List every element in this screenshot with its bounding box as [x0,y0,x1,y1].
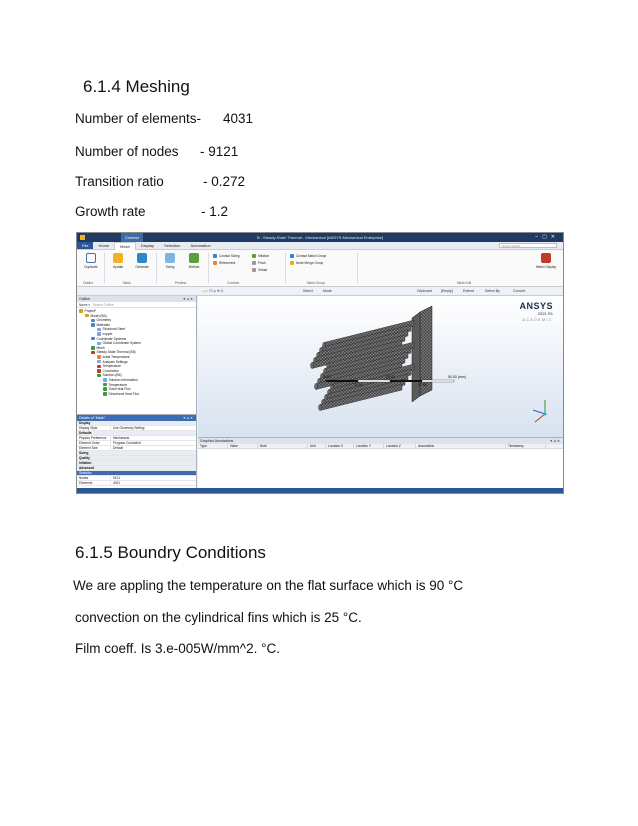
growth-line [75,204,229,219]
generate-icon [137,253,147,263]
tab-automation[interactable]: Automation [190,243,211,248]
axis-triad-icon [533,400,547,422]
tab-home[interactable]: Home [98,243,110,248]
tree-node-label: Initial Temperature [102,354,130,359]
duplicate-icon [86,253,96,263]
boundary-line-1: We are appling the temperature on the flat surface which is 90 °C [73,578,464,593]
tree-node-label: Solution (B6) [102,373,122,378]
refinement-item[interactable]: Refinement [213,261,235,265]
tree-node-icon [97,355,101,359]
group-outline: Outline [83,281,94,285]
ribbon-separator [156,253,157,283]
annotations-columns [198,444,563,449]
nodes-label: Number of nodes [75,144,179,159]
tree-node-icon [103,383,107,387]
tree-node-icon [97,365,101,369]
sizing-button[interactable]: Sizing [159,253,181,269]
outline-filter[interactable]: Name ▾ Search Outline [77,302,196,308]
clipboard-button[interactable]: Clipboard [417,289,432,293]
update-button[interactable]: Update [107,253,129,269]
node-merge-group-item[interactable]: Node Merge Group [290,261,323,265]
annotation-column-header[interactable]: Timestamp [506,444,546,448]
tree-node-icon [91,351,95,355]
tree-node-label: Total Heat Flux [108,387,131,392]
growth-label: Growth rate [75,204,146,219]
meshing-heading: 6.1.4 Meshing [83,77,190,96]
annotation-column-header[interactable]: Location Z [384,444,416,448]
details-value [92,471,94,475]
tree-node-label: Coordinate Systems [96,336,127,341]
tab-selection[interactable]: Selection [164,243,181,248]
ansys-screenshot [76,232,564,494]
details-value: 9121 [113,476,121,480]
ansys-version: 2021 R1 [537,311,553,316]
details-value [94,466,96,470]
details-value: Program Controlled [113,441,141,445]
graphics-viewport[interactable] [198,296,563,437]
scale-label-37: 37.50 [418,383,427,387]
annotation-column-header[interactable]: Value [228,444,258,448]
details-key: Defaults [79,431,92,435]
contact-match-group-item[interactable]: Contact Match Group [290,254,326,258]
ribbon [77,250,563,287]
nodes-line [75,144,239,159]
clipboard-empty: [Empty] [441,289,453,293]
tree-node-label: Mesh [96,345,105,350]
scale-bar-white-2 [422,380,454,382]
window-controls[interactable]: –▢✕ [535,234,559,240]
tree-node-icon [91,337,95,341]
tree-node-label: Geometry [96,318,111,323]
tree-node-icon [85,314,89,318]
details-key: Advanced [79,466,95,470]
tab-mesh[interactable]: Mesh [114,242,136,250]
view-tools[interactable]: ⌕ ⌕ ⟲ ⊕ ✥ ◎ [203,289,224,293]
details-panel [77,414,197,494]
details-key: Element Order [77,441,111,445]
tree-node-label: Global Coordinate System [102,341,141,346]
app-logo-icon [80,235,85,240]
graphics-toolbar [77,287,563,296]
group-controls: Controls [227,281,239,285]
group-preview: Preview [175,281,187,285]
annotation-column-header[interactable]: Unit [308,444,326,448]
scale-bar-black-1 [326,380,358,382]
tree-node-label: Materials [96,322,110,327]
details-key: Display Style [77,426,111,430]
quick-launch-search[interactable]: Quick Launch [499,243,557,248]
tree-node-icon [91,346,95,350]
contact-sizing-item[interactable]: Contact Sizing [213,254,240,258]
fin-tip [311,363,314,369]
tree-node-icon [97,360,101,364]
details-key: Sizing [79,451,89,455]
tab-file[interactable]: File [77,242,93,249]
tree-node-icon [103,387,107,391]
annotation-column-header[interactable]: Association [416,444,506,448]
convert-button[interactable]: Convert [513,289,526,293]
details-value [92,431,94,435]
graphics-annotations-panel [198,437,563,494]
elements-line [75,111,254,126]
method-button[interactable]: Method [183,253,205,269]
ribbon-tabs [77,242,563,250]
select-button[interactable]: Select [303,289,313,293]
duplicate-button[interactable]: Duplicate [80,253,102,269]
tree-node-label: copper [102,331,113,336]
details-value [88,451,90,455]
scale-bar-black-2 [390,380,422,382]
details-header: Details of "Mesh" ▾ ⊿ ✕ [77,415,196,421]
scale-label-50: 50.00 (mm) [448,375,466,379]
details-row[interactable] [77,481,196,486]
tree-node[interactable] [79,392,194,397]
details-value: Default [113,446,124,450]
annotation-column-header[interactable]: Note [258,444,308,448]
annotation-column-header[interactable]: Location Y [354,444,384,448]
details-value [90,456,92,460]
pin-icon[interactable]: ▾ ⊿ ✕ [183,416,193,420]
boundary-line-2: convection on the cylindrical fins which is 25 °C. [75,610,362,625]
tree-node-icon [97,374,101,378]
ribbon-separator [285,253,286,283]
select-by-button[interactable]: Select By [485,289,500,293]
details-grid [77,421,196,486]
boundary-line-3: Film coeff. Is 3.e-005W/mm^2. °C. [75,641,281,656]
tree-node-label: Analysis Settings [102,359,128,364]
tree-node-label: Temperature [108,382,128,387]
outline-header: Outline ▾ ⊿ ✕ [77,296,196,302]
scale-label-25: 25.00 [386,375,395,379]
boundary-heading: 6.1.5 Boundry Conditions [75,543,266,562]
details-key: Element Size [77,446,111,450]
update-icon [113,253,123,263]
details-key: Physics Preference [77,436,111,440]
details-key: Display [79,421,91,425]
annotation-column-header[interactable]: Type [198,444,228,448]
ansys-logo: ANSYS [519,301,553,311]
metric-display-button[interactable]: Metric Display [535,253,557,269]
outline-panel [77,296,197,414]
tree-node-icon [97,369,101,373]
ribbon-separator [104,253,105,283]
status-bar [77,488,563,493]
tree-node-icon [97,332,101,336]
pin-icon[interactable]: ▾ ⊿ ✕ [183,297,193,301]
mesh-model-view [198,296,564,437]
group-mesh-edit: Mesh Edit [457,281,472,285]
transition-line [75,174,246,189]
ribbon-separator [357,253,358,283]
tree-node-icon [97,342,101,346]
ribbon-separator [208,253,209,283]
details-value: 4031 [113,481,121,485]
tree-node-label: Directional Heat Flux [108,391,140,396]
tree-node-icon [79,309,83,313]
virtual-item[interactable]: Virtual [252,268,267,272]
tree-node-label: Solution Information [108,377,138,382]
transition-value: - 0.272 [203,174,246,189]
details-key: Nodes [77,476,111,480]
tree-node-label: Convection [102,368,119,373]
elements-value: 4031 [223,111,254,126]
scale-label-12: 12.50 [354,383,363,387]
tree-node-label: Model (B4) [90,313,107,318]
method-icon [189,253,199,263]
mode-button[interactable]: Mode [323,289,332,293]
tree-node-label: Structural Steel [102,327,126,332]
group-mesh-group: Mesh Group [307,281,325,285]
tab-display[interactable]: Display [140,243,155,248]
generate-button[interactable]: Generate [131,253,153,269]
tree-node-label: Steady-State Thermal (B5) [96,350,136,355]
details-value [90,421,92,425]
extend-button[interactable]: Extend [463,289,474,293]
tree-node-icon [91,319,95,323]
metric-display-icon [541,253,551,263]
details-key: Inflation [79,461,92,465]
scale-bar-white-1 [358,380,390,382]
annotation-column-header[interactable]: Location X [326,444,354,448]
tree-node-icon [103,378,107,382]
details-key: Statistics [79,471,92,475]
tree-node-label: Temperature [102,364,122,369]
pinch-item[interactable]: Pinch [252,261,266,265]
tree-node-icon [97,328,101,332]
window-title: B : Steady-State Thermal - Mechanical [ANSYS Mechanical Enterprise] [257,235,384,240]
details-value: Mechanical [113,436,130,440]
growth-value: - 1.2 [201,204,229,219]
fin-tip [315,384,318,390]
group-mesh: Mesh [123,281,131,285]
tree-node-icon [103,392,107,396]
details-value: Use Geometry Setting [113,426,145,430]
context-tab[interactable]: Context [121,233,143,242]
pin-icon[interactable]: ▾ ⊿ ✕ [550,439,560,443]
nodes-value: - 9121 [200,144,239,159]
outline-tree [77,308,196,397]
ansys-edition: ACADEMIC [522,318,553,322]
elements-label: Number of elements- [75,111,202,126]
inflation-item[interactable]: Inflation [252,254,269,258]
fin-tip [319,405,322,411]
details-key: Quality [79,456,90,460]
transition-label: Transition ratio [75,174,164,189]
fin-group [311,320,415,411]
app-title-bar [77,233,563,242]
tree-node-icon [91,323,95,327]
sizing-icon [165,253,175,263]
tree-node-label: Project* [84,309,97,313]
annotations-header: Graphics Annotations ▾ ⊿ ✕ [198,438,563,444]
details-key: Elements [77,481,111,485]
scale-label-0: 0.00 [324,375,331,379]
details-value [91,461,93,465]
outline-search[interactable]: Search Outline [92,303,114,307]
